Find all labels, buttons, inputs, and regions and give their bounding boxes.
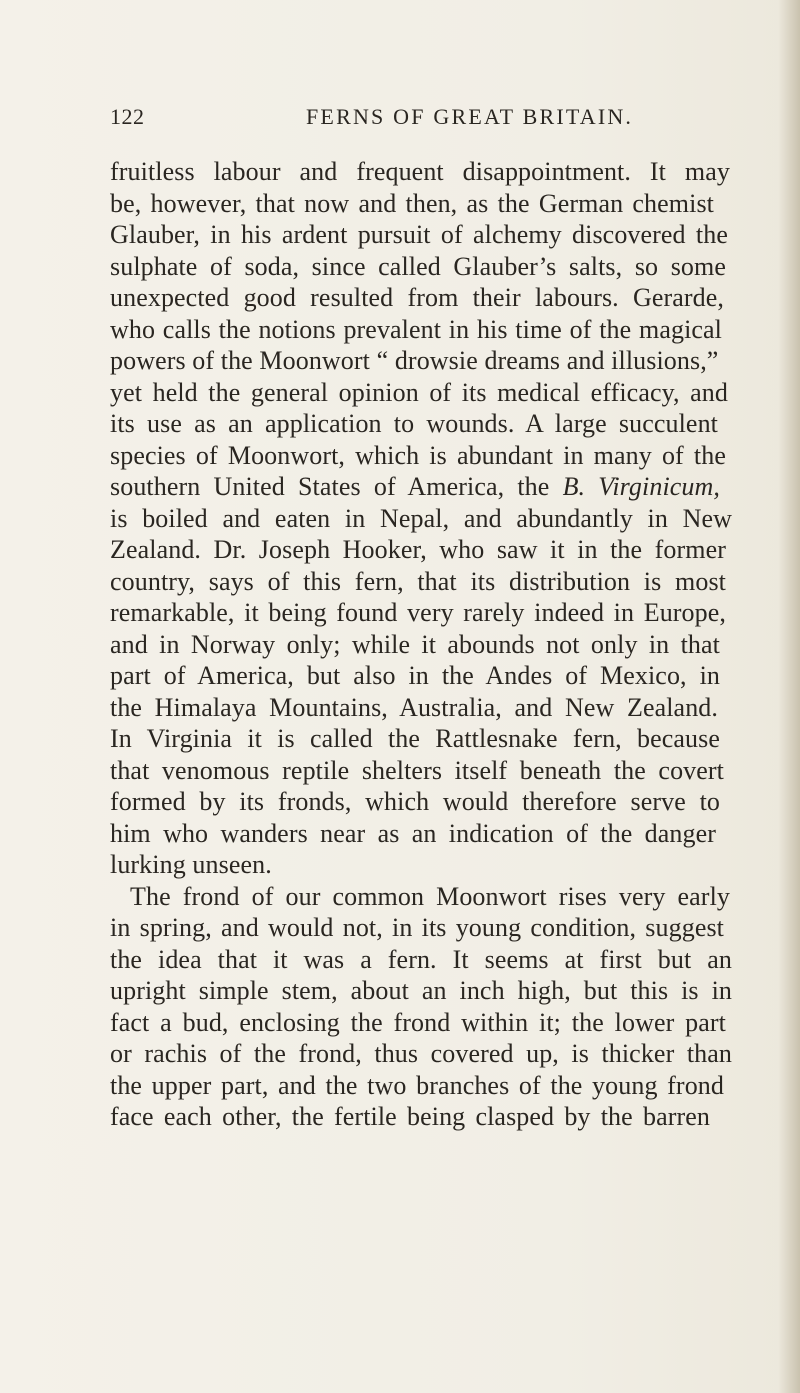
text-line: the idea that it was a fern. It seems at first but an [110, 944, 732, 974]
text-line: country, says of this fern, that its distribution is most [110, 566, 726, 596]
text-line: part of America, but also in the Andes of Mexico, in [110, 661, 720, 690]
text-line: unexpected good resulted from their labours. Gerarde, [110, 283, 724, 312]
running-title: FERNS OF GREAT BRITAIN. [306, 104, 634, 129]
page-edge-shadow [778, 0, 800, 1393]
text-line: In Virginia it is called the Rattlesnake fern, because [110, 724, 720, 753]
species-name: B. Virginicum, [562, 472, 720, 501]
text-line: face each other, the fertile being clasped by the barren [110, 1102, 710, 1131]
text-line: lurking unseen. [110, 850, 272, 879]
running-head [110, 104, 722, 144]
text-line: the Himalaya Mountains, Australia, and New Zealand. [110, 692, 718, 722]
text-line: that venomous reptile shelters itself beneath the covert [110, 755, 724, 785]
text-line: powers of the Moonwort “ drowsie dreams and illusions,” [110, 346, 719, 375]
body-text [110, 156, 730, 1133]
text-line: formed by its fronds, which would therefore serve to [110, 787, 720, 816]
text-line: and in Norway only; while it abounds not only in that [110, 629, 720, 659]
text-line-start: southern United States of America, the [110, 472, 550, 501]
text-line: Glauber, in his ardent pursuit of alchemy discovered the [110, 220, 728, 249]
text-line: Zealand. Dr. Joseph Hooker, who saw it in the former [110, 535, 726, 564]
page-number: 122 [110, 104, 145, 129]
text-line: who calls the notions prevalent in his time of the magical [110, 314, 722, 344]
text-line: is boiled and eaten in Nepal, and abundantly in New [110, 503, 732, 533]
text-line: fact a bud, enclosing the frond within it; the lower part [110, 1007, 726, 1037]
text-line: be, however, that now and then, as the German chemist [110, 188, 714, 218]
text-line: or rachis of the frond, thus covered up, is thicker than [110, 1039, 732, 1068]
text-line: yet held the general opinion of its medical efficacy, and [110, 377, 728, 407]
text-line: the upper part, and the two branches of the young frond [110, 1070, 724, 1100]
text-line: remarkable, it being found very rarely indeed in Europe, [110, 598, 726, 627]
paragraph-start-line: The frond of our common Moonwort rises very early [130, 881, 730, 911]
text-line: him who wanders near as an indication of the danger [110, 818, 716, 848]
text-line-with-species [110, 471, 720, 503]
text-line: sulphate of soda, since called Glauber’s salts, so some [110, 251, 726, 281]
text-line: in spring, and would not, in its young condition, suggest [110, 913, 724, 942]
text-line: species of Moonwort, which is abundant in many of the [110, 440, 726, 470]
text-line: its use as an application to wounds. A large succulent [110, 409, 718, 438]
text-line: upright simple stem, about an inch high, but this is in [110, 976, 732, 1005]
text-line: fruitless labour and frequent disappointment. It may [110, 157, 730, 186]
